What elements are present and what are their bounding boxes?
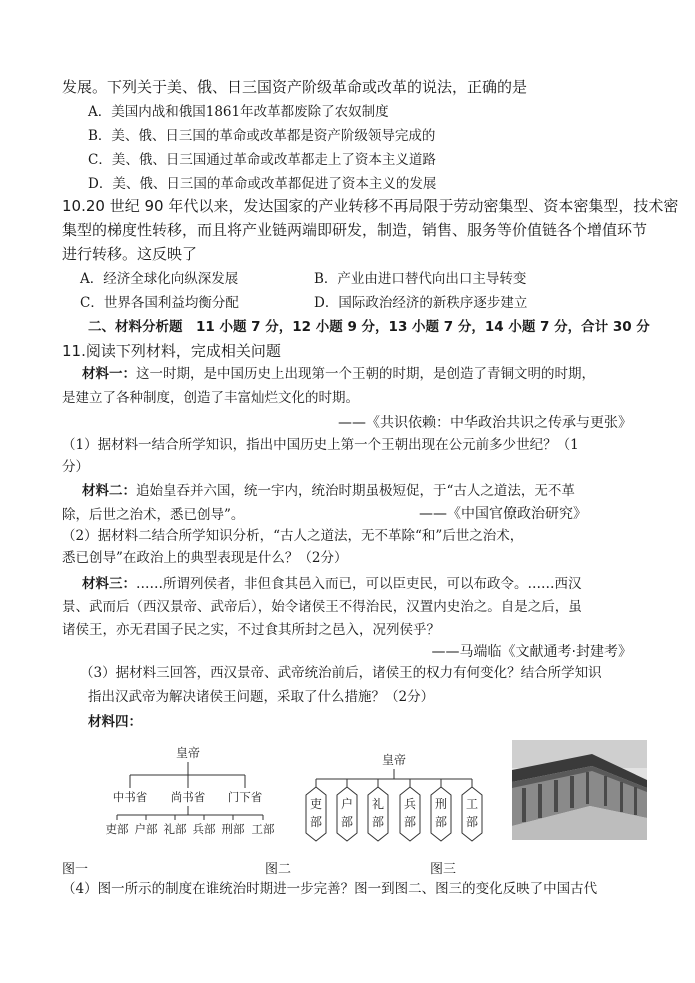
q10-option-b: B．产业由进口替代向出口主导转变 <box>314 271 527 287</box>
ministry-board-char: 部 <box>340 815 354 829</box>
ministry-board-char: 部 <box>309 815 323 829</box>
ministry-board-char: 部 <box>465 815 479 829</box>
figure-2-diagram <box>300 745 490 855</box>
fig1-dept: 尚书省 <box>170 790 206 804</box>
sub-question-1-line2: 分） <box>62 459 89 475</box>
q10-option-d: D．国际政治经济的新秩序逐步建立 <box>314 295 528 311</box>
material-2-line2: 除，后世之治术，悉已创导”。 <box>62 507 245 523</box>
material-2-label: 材料二： <box>82 483 136 499</box>
q11-intro: 11.阅读下列材料，完成相关问题 <box>62 342 281 360</box>
q9-option-b: B．美、俄、日三国的革命或改革都是资产阶级领导完成的 <box>88 128 436 144</box>
fig1-dept: 中书省 <box>112 790 148 804</box>
ministry-board-char: 部 <box>371 815 385 829</box>
q10-stem-line3: 进行转移。这反映了 <box>62 245 198 263</box>
q10-option-c: C．世界各国利益均衡分配 <box>80 295 239 311</box>
ministry-board-char: 兵 <box>403 797 417 811</box>
ministry-board-char: 部 <box>434 815 448 829</box>
fig1-ministry: 工部 <box>251 822 275 836</box>
q9-option-d: D．美、俄、日三国的革命或改革都促进了资本主义的发展 <box>88 176 437 192</box>
material-3-line3: 诸侯王，亦无君国子民之实，不过食其所封之邑入，况列侯乎？ <box>62 622 440 638</box>
sub-question-2-line2: 悉已创导”在政治上的典型表现是什么？（2分） <box>62 550 348 566</box>
material-1-source: ——《共识依赖：中华政治共识之传承与更张》 <box>338 415 632 431</box>
section-heading: 二、材料分析题 11 小题 7 分，12 小题 9 分，13 小题 7 分，14 小题 7 分，合计 30 分 <box>88 319 650 335</box>
caption-figure-1: 图一 <box>62 862 89 877</box>
q9-stem: 发展。下列关于美、俄、日三国资产阶级革命或改革的说法，正确的是 <box>62 78 528 96</box>
ministry-board-char: 工 <box>465 797 479 811</box>
material-3-source: ——马端临《文献通考·封建考》 <box>431 644 632 660</box>
sub-question-4: （4）图一所示的制度在谁统治时期进一步完善？图一到图二、图三的变化反映了中国古代 <box>62 881 598 897</box>
ministry-board <box>400 787 420 841</box>
ministry-board-char: 吏 <box>309 797 323 811</box>
fig1-ministry: 礼部 <box>163 822 187 836</box>
ministry-board <box>462 787 482 841</box>
ministry-board-char: 刑 <box>434 797 448 811</box>
q9-option-c: C．美、俄、日三国通过革命或改革都走上了资本主义道路 <box>88 152 436 168</box>
q10-stem-line2: 集型的梯度性转移，而且将产业链两端即研发，制造，销售、服务等价值链各个增值环节 <box>62 221 648 239</box>
material-2-text: 追始皇吞并六国，统一宇内，统治时期虽极短促，于“古人之道法，无不革 <box>136 483 575 499</box>
caption-figure-3: 图三 <box>430 862 457 877</box>
caption-figure-2: 图二 <box>265 862 292 877</box>
q10-stem-line1: 10.20 世纪 90 年代以来，发达国家的产业转移不再局限于劳动密集型、资本密集型，技术密 <box>62 197 679 215</box>
fig1-dept: 门下省 <box>227 790 263 804</box>
fig1-ministry: 兵部 <box>192 822 216 836</box>
q9-option-a: A．美国内战和俄国1861年改革都废除了农奴制度 <box>88 104 389 120</box>
material-2-source: ——《中国官僚政治研究》 <box>419 506 587 522</box>
material-3-label: 材料三： <box>82 576 136 592</box>
fig2-emperor: 皇帝 <box>381 753 407 767</box>
ministry-board-char: 礼 <box>371 797 385 811</box>
ministry-board <box>337 787 357 841</box>
material-1-label: 材料一： <box>82 366 136 382</box>
fig1-ministry: 刑部 <box>221 822 245 836</box>
sub-question-3: （3）据材料三回答，西汉景帝、武帝统治前后，诸侯王的权力有何变化？结合所学知识 <box>80 665 602 681</box>
ministry-board <box>368 787 388 841</box>
material-3-line2: 景、武而后（西汉景帝、武帝后），始令诸侯王不得治民，汉置内史治之。自是之后，虽 <box>62 599 582 615</box>
q10-option-a: A．经济全球化向纵深发展 <box>80 271 239 287</box>
material-1-line2: 是建立了各种制度，创造了丰富灿烂文化的时期。 <box>62 390 359 406</box>
fig1-ministry: 户部 <box>134 822 158 836</box>
figure-3-photo <box>512 740 647 840</box>
sub-question-1: （1）据材料一结合所学知识，指出中国历史上第一个王朝出现在公元前多少世纪？（1 <box>62 437 579 453</box>
ministry-board <box>306 787 326 841</box>
ministry-board-char: 户 <box>340 797 354 811</box>
material-1 <box>82 365 595 383</box>
material-1-text: 这一时期，是中国历史上出现第一个王朝的时期，是创造了青铜文明的时期， <box>136 366 595 382</box>
fig1-emperor: 皇帝 <box>175 746 201 760</box>
ministry-board-char: 部 <box>403 815 417 829</box>
sub-question-3-line2: 指出汉武帝为解决诸侯王问题，采取了什么措施？（2分） <box>88 689 435 705</box>
fig1-ministry: 吏部 <box>105 822 129 836</box>
material-2 <box>82 482 575 500</box>
ministry-board <box>431 787 451 841</box>
sub-question-2: （2）据材料二结合所学知识分析，“古人之道法，无不革除“和”后世之治术， <box>62 528 524 544</box>
figure-1-diagram <box>95 740 285 840</box>
material-3 <box>82 575 582 593</box>
material-4-label: 材料四： <box>88 714 142 730</box>
material-3-text: ……所谓列侯者，非但食其邑入而已，可以臣吏民，可以布政令。……西汉 <box>136 576 582 592</box>
